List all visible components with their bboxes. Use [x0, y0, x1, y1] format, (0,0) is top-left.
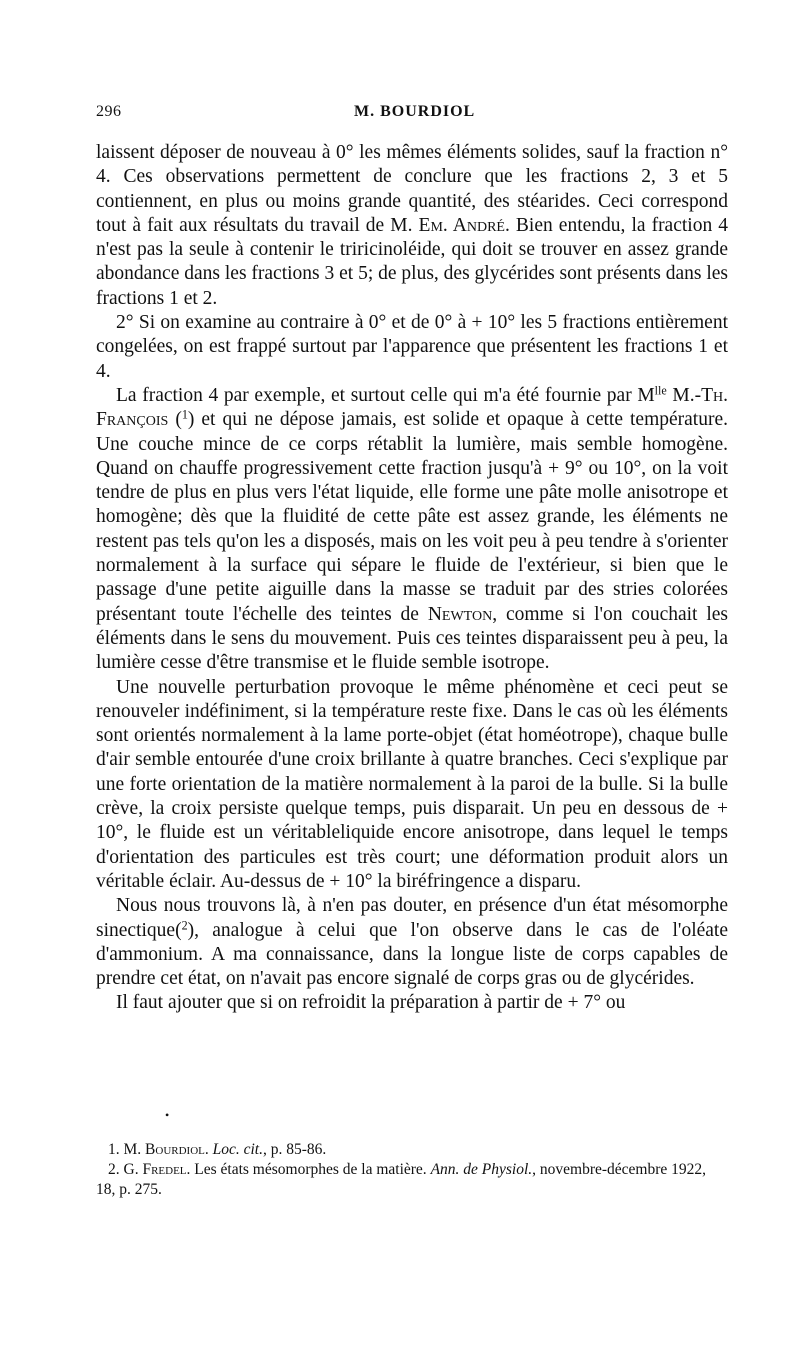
footnote-ref-2: 2 — [181, 917, 188, 932]
paragraph-6: Il faut ajouter que si on refroidit la préparation à partir de + 7° ou — [116, 992, 626, 1014]
footnote-bullet-mark: • — [165, 1108, 170, 1122]
footnote-1: 1. M. Bourdiol. Loc. cit., p. 85-86. — [108, 1141, 327, 1158]
footnote-2: 2. G. Fredel. Les états mésomorphes de la matière. Ann. de Physiol., novembre-décembre 1922, 18, p. 275. — [96, 1161, 707, 1198]
page-number: 296 — [96, 103, 122, 120]
paragraph-5: Nous nous trouvons là, à n'en pas douter, en présence d'un état mésomorphe sinectique($^2$), analogue à celui que l'on observe dans le cas de l'oléate d'ammonium. A ma connaissance, dans la longue liste de corps capables de prendre cet état, on n'avait pas encore signalé de corps gras ou de glycérides. — [96, 895, 728, 990]
paragraph-1: laissent déposer de nouveau à 0° les mêmes éléments solides, sauf la fraction n° 4. Ces observations permettent de conclure que les fractions 2, 3 et 5 contiennent, en plus ou moins grande quantité, des stéarides. Ceci correspond tout à fait aux résultats du travail de M. Em. André. Bien entendu, la fraction 4 n'est pas la seule à contenir le triricinoléide, qui doit se trouver en assez grande abondance dans les fractions 3 et 5; de plus, des glycérides sont présents dans les fractions 1 et 2. — [96, 142, 729, 309]
paragraph-3: La fraction 4 par exemple, et surtout celle qui m'a été fournie par $M^{lle}$ M.-Th. François ($^1$) et qui ne dépose jamais, est solide et opaque à cette température. Une couche mince de ce corps rétablit la lumière, mais semble homogène. Quand on chauffe progressivement cette fraction jusqu'à + 9° ou 10°, on la voit tendre de plus en plus vers l'état liquide, elle forme une pâte molle anisotrope et homogène; dès que la fluidité de cette pâte est assez grande, les éléments ne restent pas tels qu'on les a disposés, mais on les voit peu à peu tendre à s'orienter normalement à la surface qui sépare le fluide de l'extérieur, si bien que le passage d'une petite aiguille dans la masse se traduit par des stries colorées présentant toute l'échelle des teintes de Newton, comme si l'on couchait les éléments dans le sens du mouvement. Puis ces teintes disparaissent peu à peu, la lumière cesse d'être transmise et le fluide semble isotrope. — [96, 383, 729, 674]
paragraph-4: Une nouvelle perturbation provoque le même phénomène et ceci peut se renouveler indéfiniment, si la température reste fixe. Dans le cas où les éléments sont orientés normalement à la lame porte-objet (état homéotrope), chaque bulle d'air semble entourée d'une croix brillante à quatre branches. Ceci s'explique par une forte orientation de la matière normalement à la paroi de la bulle. Si la bulle crève, la croix persiste quelque temps, puis disparait. Un peu en dessous de + 10°, le fluide est un véritableliquide encore anisotrope, dans lequel le temps d'orientation des particules est très court; une déformation produit alors un véritable éclair. Au-dessus de + 10° la biréfringence a disparu. — [96, 676, 728, 892]
author-name: Em. André — [418, 214, 505, 236]
newton-name: Newton — [427, 603, 493, 625]
page-header — [96, 103, 728, 129]
running-title: M. BOURDIOL — [354, 103, 476, 120]
footnotes — [96, 1140, 728, 1200]
person-name: M.-Th. François — [96, 384, 728, 431]
body-text — [96, 141, 728, 1016]
footnote-ref-1: 1 — [181, 407, 188, 422]
paragraph-2: 2° Si on examine au contraire à 0° et de 0° à + 10° les 5 fractions entièrement congelées, on est frappé surtout par l'apparence que présentent les fractions 1 et 4. — [96, 312, 728, 382]
